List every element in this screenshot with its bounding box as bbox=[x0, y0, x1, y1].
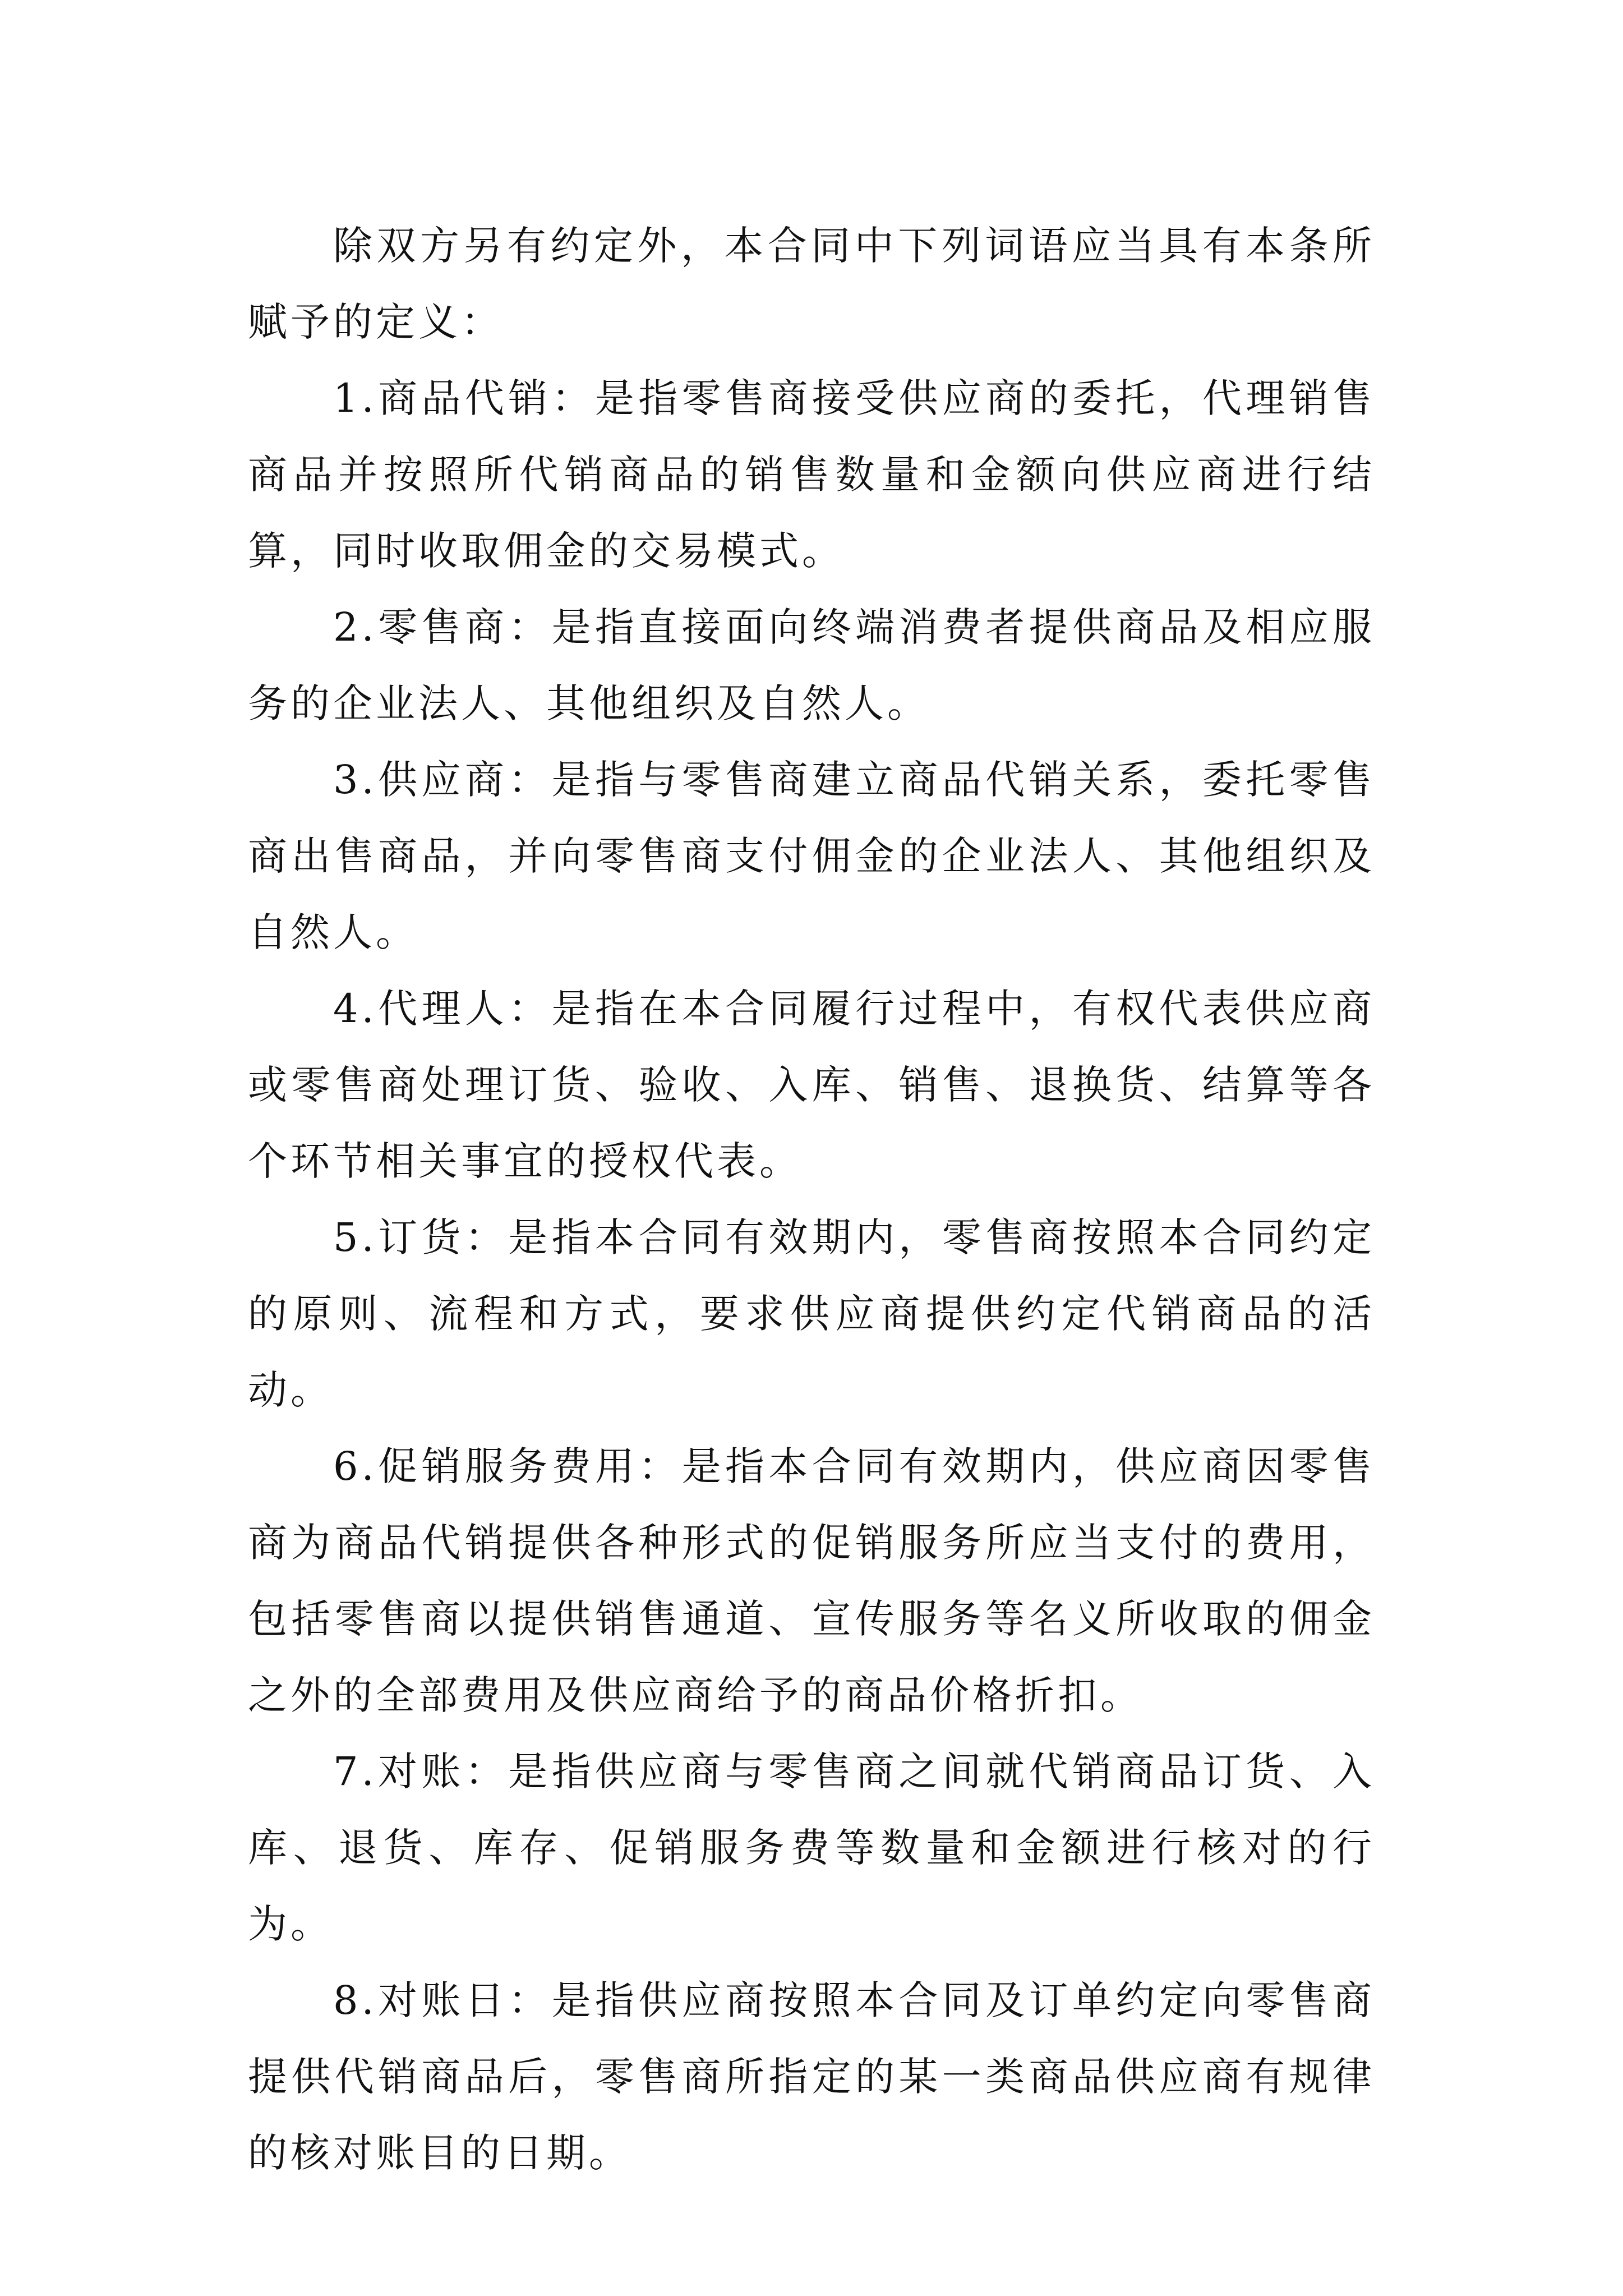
definition-reconciliation-date: 8.对账日：是指供应商按照本合同及订单约定向零售商提供代销商品后，零售商所指定的某一类商品供应商有规律的核对账目的日期。 bbox=[248, 1977, 1375, 2176]
definition-retailer: 2.零售商：是指直接面向终端消费者提供商品及相应服务的企业法人、其他组织及自然人。 bbox=[248, 604, 1375, 726]
definition-reconciliation: 7.对账：是指供应商与零售商之间就代销商品订货、入库、退货、库存、促销服务费等数量和金额进行核对的行为。 bbox=[248, 1749, 1375, 1947]
definition-consignment: 1.商品代销：是指零售商接受供应商的委托，代理销售商品并按照所代销商品的销售数量和金额向供应商进行结算，同时收取佣金的交易模式。 bbox=[248, 375, 1375, 574]
definition-ordering: 5.订货：是指本合同有效期内，零售商按照本合同约定的原则、流程和方式，要求供应商提供约定代销商品的活动。 bbox=[248, 1214, 1375, 1413]
document-body bbox=[248, 208, 1375, 2191]
definition-promotion-fees: 6.促销服务费用：是指本合同有效期内，供应商因零售商为商品代销提供各种形式的促销服务所应当支付的费用，包括零售商以提供销售通道、宣传服务等名义所收取的佣金之外的全部费用及供应商给予的商品价格折扣。 bbox=[248, 1443, 1375, 1718]
definition-agent: 4.代理人：是指在本合同履行过程中，有权代表供应商或零售商处理订货、验收、入库、销售、退换货、结算等各个环节相关事宜的授权代表。 bbox=[248, 986, 1375, 1184]
intro-paragraph: 除双方另有约定外，本合同中下列词语应当具有本条所赋予的定义： bbox=[248, 223, 1375, 345]
definition-supplier: 3.供应商：是指与零售商建立商品代销关系，委托零售商出售商品，并向零售商支付佣金的企业法人、其他组织及自然人。 bbox=[248, 757, 1375, 955]
